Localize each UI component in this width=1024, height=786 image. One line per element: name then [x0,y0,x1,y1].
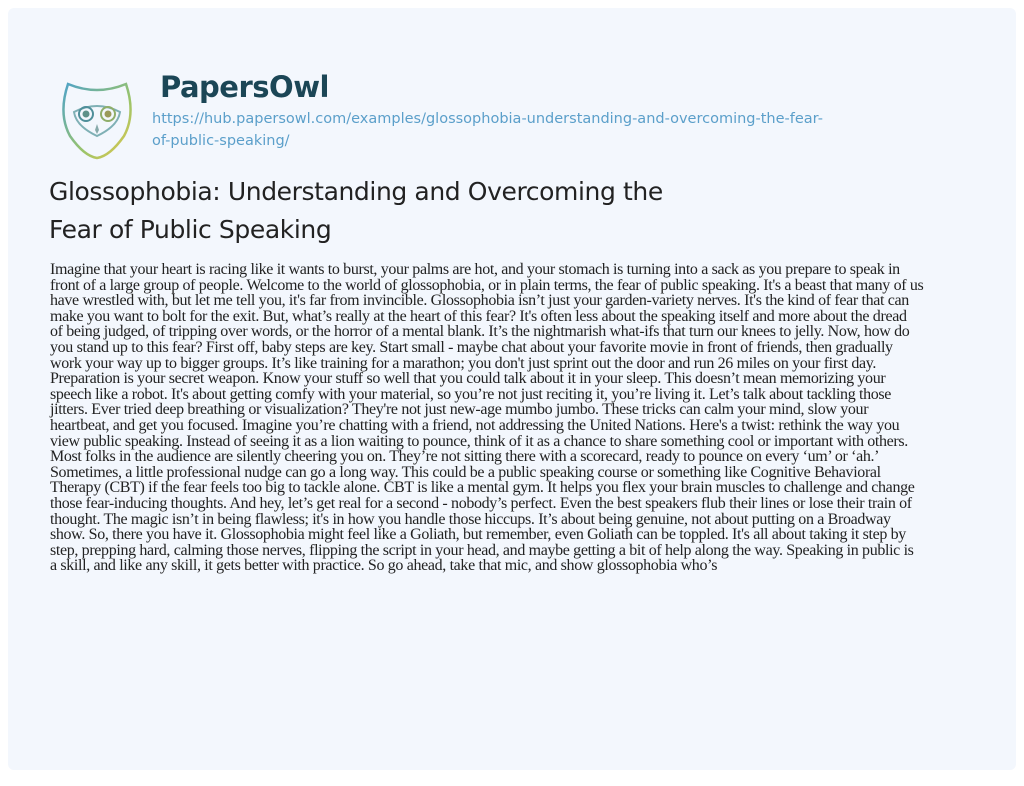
body-line: speech like a robot. It's about getting comfy with your material, so you’re not just reciting it, you’re living it. Let’s talk about tackling those [50,385,892,403]
body-line: view public speaking. Instead of seeing it as a lion waiting to pounce, think of it as a chance to share something cool or important with others. [50,432,908,450]
owl-logo-icon [58,74,136,160]
body-line: Preparation is your secret weapon. Know your stuff so well that you could talk about it in your sleep. This doesn’t mean memorizing your [50,370,886,388]
body-line: heartbeat, and get you focused. Imagine you’re chatting with a friend, not addressing the United Nations. Here's a twist: rethink the way you [50,416,900,434]
body-line: those fear-inducing thoughts. And hey, let’s get real for a second - nobody’s perfect. Even the best speakers flub their lines or lose their train of [50,494,912,512]
body-line: you stand up to this fear? First off, baby steps are key. Start small - maybe chat about your favorite movie in front of friends, then gradually [50,338,893,356]
body-line: show. So, there you have it. Glossophobia might feel like a Goliath, but remember, even Goliath can be toppled. It's all about taking it step by [50,526,906,544]
body-line: make you want to bolt for the exit. But, what’s really at the heart of this fear? It's often less about the speaking itself and more about the dread [50,307,907,325]
essay-body [50,262,923,574]
body-line: thought. The magic isn’t in being flawless; it's in how you handle those hiccups. It’s about being genuine, not about putting on a Broadway [50,510,891,528]
body-line: Therapy (CBT) if the fear feels too big to tackle alone. CBT is like a mental gym. It helps you flex your brain muscles to challenge and change [50,479,915,497]
body-line: front of a large group of people. Welcome to the world of glossophobia, or in plain terms, the fear of public speaking. It's a beast that many of us [50,276,924,294]
body-line: Sometimes, a little professional nudge can go a long way. This could be a public speaking course or something like Cognitive Behavioral [50,463,881,481]
page-title [49,173,663,249]
body-line: have wrestled with, but let me tell you, it's far from invincible. Glossophobia isn’t just your garden-variety nerves. It's the kind of fear that can [50,292,909,310]
title-line: Fear of Public Speaking [49,215,332,244]
body-line: work your way up to bigger groups. It’s like training for a marathon; you don't just sprint out the door and run 26 miles on your first day. [50,354,877,372]
body-line: step, prepping hard, calming those nerves, flipping the script in your head, and maybe getting a bit of help along the way. Speaking in public is [50,541,914,559]
body-line: Imagine that your heart is racing like it wants to burst, your palms are hot, and your stomach is turning into a sack as you prepare to speak in [50,261,900,278]
source-url-link[interactable] [152,108,952,152]
body-line: jitters. Ever tried deep breathing or visualization? They're not just new-age mumbo jumbo. These tricks can calm your mind, slow your [50,401,869,419]
body-line: a skill, and like any skill, it gets better with practice. So go ahead, take that mic, and show glossophobia who’s [50,557,718,575]
title-line: Glossophobia: Understanding and Overcoming the [49,177,663,206]
body-line: of being judged, of tripping over words, or the horror of a mental blank. It’s the nightmarish what-ifs that turn our knees to jelly. Now, how do [50,323,910,341]
body-line: Most folks in the audience are silently cheering you on. They’re not sitting there with a scorecard, ready to pounce on every ‘um’ or ‘ah.’ [50,448,880,466]
url-line[interactable]: https://hub.papersowl.com/examples/glossophobia-understanding-and-overcoming-the-fear- [152,111,823,127]
url-line[interactable]: of-public-speaking/ [152,133,290,149]
brand-name: PapersOwl [160,70,329,104]
